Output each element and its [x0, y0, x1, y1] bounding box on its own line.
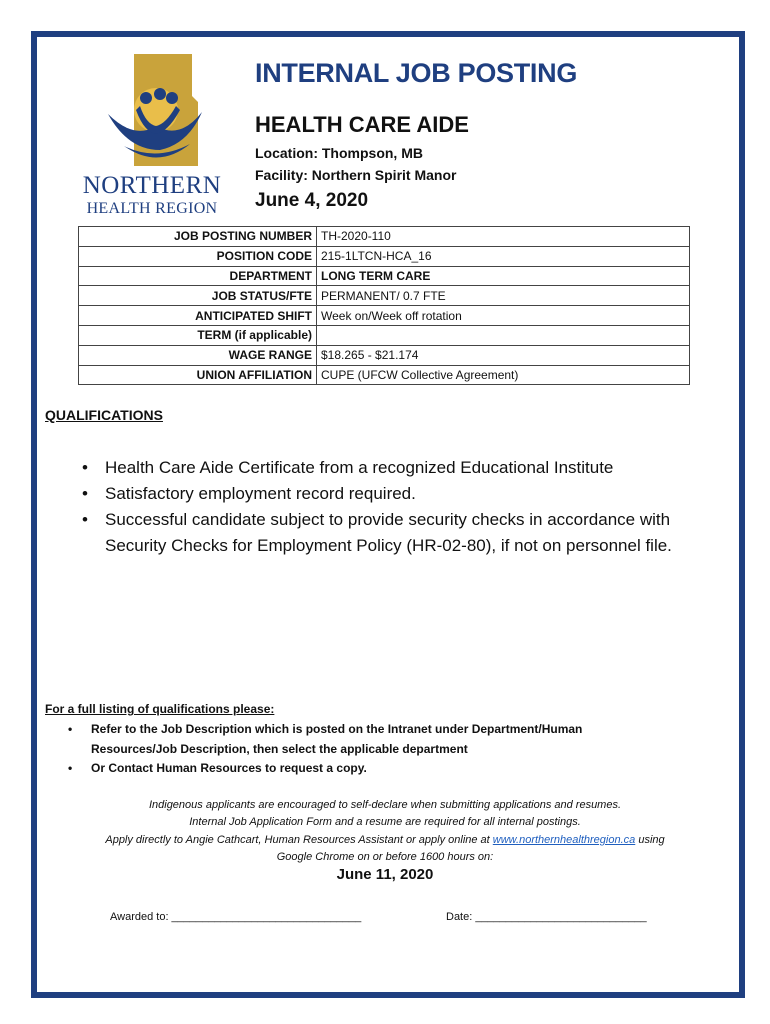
table-row — [79, 266, 690, 286]
job-title: HEALTH CARE AIDE — [255, 112, 469, 137]
detail-value — [317, 325, 690, 345]
detail-label: TERM (if applicable) — [79, 325, 317, 345]
logo-text-northern: NORTHERN — [82, 172, 222, 199]
detail-label: JOB POSTING NUMBER — [79, 227, 317, 247]
bullet-icon: • — [68, 722, 73, 736]
northern-health-region-logo — [72, 54, 232, 219]
detail-value: LONG TERM CARE — [317, 266, 690, 286]
location: Location: Thompson, MB — [255, 145, 423, 161]
website-link[interactable]: www.northernhealthregion.ca — [492, 834, 636, 846]
footnote-browser: Google Chrome on or before 1600 hours on: — [276, 851, 494, 863]
bullet-icon: • — [82, 484, 88, 503]
footnote-indigenous: Indigenous applicants are encouraged to self-declare when submitting applications and resumes. — [148, 799, 622, 811]
list-item: • Successful candidate subject to provide security checks in accordance with Security Checks for Employment Policy (HR-02-80), if not on personnel file. — [80, 507, 720, 559]
detail-label: ANTICIPATED SHIFT — [79, 306, 317, 326]
bullet-icon: • — [82, 458, 88, 477]
awarded-to-field: Awarded to: _______________________________ — [110, 911, 362, 923]
table-row — [79, 365, 690, 385]
detail-value: PERMANENT/ 0.7 FTE — [317, 286, 690, 306]
job-details-table — [78, 226, 690, 385]
full-listing-heading: For a full listing of qualifications please: — [45, 702, 275, 716]
detail-value: CUPE (UFCW Collective Agreement) — [317, 365, 690, 385]
detail-value: Week on/Week off rotation — [317, 306, 690, 326]
posting-date: June 4, 2020 — [255, 190, 369, 211]
table-row — [79, 345, 690, 365]
table-row — [79, 325, 690, 345]
qualifications-heading: QUALIFICATIONS — [45, 407, 163, 423]
table-row — [79, 246, 690, 266]
detail-value: 215-1LTCN-HCA_16 — [317, 246, 690, 266]
detail-label: JOB STATUS/FTE — [79, 286, 317, 306]
table-row — [79, 306, 690, 326]
table-row — [79, 227, 690, 247]
list-item: • Satisfactory employment record required. — [80, 481, 720, 507]
bullet-icon: • — [82, 510, 88, 529]
list-item: • Refer to the Job Description which is posted on the Intranet under Department/Human Resources/Job Description, then select the applicable department — [68, 722, 583, 756]
list-item: • Health Care Aide Certificate from a recognized Educational Institute — [80, 455, 720, 481]
closing-date: June 11, 2020 — [336, 866, 434, 883]
detail-value: $18.265 - $21.174 — [317, 345, 690, 365]
posting-title: INTERNAL JOB POSTING — [255, 58, 578, 88]
list-item: • Or Contact Human Resources to request a copy. — [66, 759, 666, 779]
qualifications-list — [80, 455, 720, 559]
facility: Facility: Northern Spirit Manor — [255, 167, 457, 183]
detail-label: WAGE RANGE — [79, 345, 317, 365]
detail-label: POSITION CODE — [79, 246, 317, 266]
full-listing-list — [66, 720, 666, 779]
logo-text-health-region: HEALTH REGION — [86, 200, 218, 217]
detail-label: DEPARTMENT — [79, 266, 317, 286]
logo-emblem-icon — [94, 54, 210, 172]
detail-label: UNION AFFILIATION — [79, 365, 317, 385]
footnote-apply: Apply directly to Angie Cathcart, Human Resources Assistant or apply online at www.northernhealthregion.ca using — [105, 834, 665, 846]
footnote-application: Internal Job Application Form and a resume are required for all internal postings. — [189, 816, 581, 828]
bullet-icon: • — [68, 761, 73, 775]
table-row — [79, 286, 690, 306]
detail-value: TH-2020-110 — [317, 227, 690, 247]
date-field: Date: ____________________________ — [446, 911, 647, 923]
